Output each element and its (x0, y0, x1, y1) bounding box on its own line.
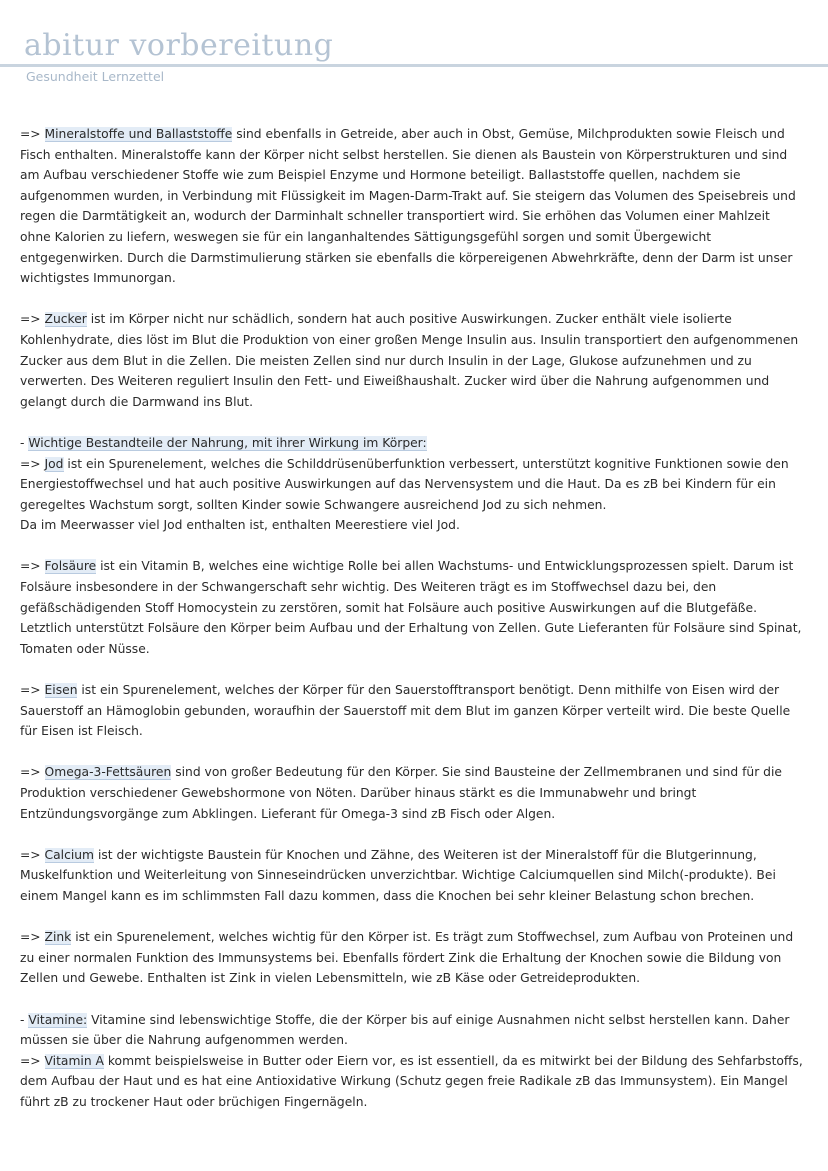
body-text: ist ein Spurenelement, welches die Schilddrüsenüberfunktion verbessert, unterstützt kognitive Funktionen sowie den Energiestoffwechsel und hat auch positive Auswirkungen auf das Nervensystem und die Haut. Da es zB bei Kindern für ein geregeltes Wachstum sorgt, sollten Kinder sowie Schwangere ausreichend Jod zu sich nehmen. (20, 456, 789, 512)
bullet-prefix: => (20, 683, 45, 698)
page-header (0, 0, 828, 100)
paragraph (20, 680, 804, 742)
paragraph-line (20, 454, 804, 516)
bullet-prefix: => (20, 930, 45, 945)
highlighted-term: Zucker (44, 312, 87, 327)
paragraph (20, 762, 804, 824)
highlighted-term: Omega-3-Fettsäuren (44, 765, 172, 780)
bullet-prefix: - (20, 435, 29, 450)
highlighted-term: Folsäure (44, 559, 97, 574)
bullet-prefix: => (20, 127, 45, 141)
paragraph-line (20, 1051, 804, 1113)
body-text: ist ein Vitamin B, welches eine wichtige Rolle bei allen Wachstums- und Entwicklungsprozessen spielt. Darum ist Folsäure insbesondere in der Schwangerschaft sehr wichtig. Des Weiteren trägt es im Stoffwechsel dazu bei, den gefäßschädigenden Stoff Homocystein zu zerstören, somit hat Folsäure auch positive Auswirkungen auf die Blutgefäße. Letztlich unterstützt Folsäure den Körper beim Aufbau und der Erhaltung von Zellen. Gute Lieferanten für Folsäure sind Spinat, Tomaten oder Nüsse. (20, 559, 802, 656)
body-text: ist im Körper nicht nur schädlich, sondern hat auch positive Auswirkungen. Zucker enthält viele isolierte Kohlenhydrate, dies löst im Blut die Produktion von einer großen Menge Insulin aus. Insulin transportiert den aufgenommenen Zucker aus dem Blut in die Zellen. Die meisten Zellen sind nur durch Insulin in der Lage, Glukose aufzunehmen und zu verwerten. Des Weiteren reguliert Insulin den Fett- und Eiweißhaushalt. Zucker wird über die Nahrung aufgenommen und gelangt durch die Darmwand ins Blut. (20, 312, 799, 409)
paragraph (20, 556, 804, 659)
body-text: Da im Meerwasser viel Jod enthalten ist, enthalten Meerestiere viel Jod. (20, 518, 460, 533)
document-body (20, 124, 804, 1133)
highlighted-term: Wichtige Bestandteile der Nahrung, mit ihrer Wirkung im Körper: (28, 435, 427, 450)
paragraph (20, 124, 804, 289)
highlighted-term: Zink (44, 930, 72, 945)
bullet-prefix: => (20, 456, 45, 471)
highlighted-term: Jod (44, 456, 64, 471)
highlighted-term: Calcium (44, 847, 95, 862)
page-subtitle: Gesundheit Lernzettel (26, 69, 165, 84)
body-text: sind ebenfalls in Getreide, aber auch in Obst, Gemüse, Milchprodukten sowie Fleisch und Fisch enthalten. Mineralstoffe kann der Körper nicht selbst herstellen. Sie dienen als Baustein von Körperstrukturen und sind am Aufbau verschiedener Stoffe wie zum Beispiel Enzyme und Hormone beteiligt. Ballaststoffe quellen, nachdem sie aufgenommen wurden, in Verbindung mit Flüssigkeit im Magen-Darm-Trakt auf. Sie steigern das Volumen des Speisebreis und regen die Darmtätigkeit an, wodurch der Darminhalt schneller transportiert wird. Sie erhöhen das Volumen einer Mahlzeit ohne Kalorien zu liefern, weswegen sie für ein langanhaltendes Sättigungsgefühl sorgen und somit Übergewicht entgegenwirken. Durch die Darmstimulierung stärken sie ebenfalls die körpereigenen Abwehrkräfte, denn der Darm ist unser wichtigstes Immunorgan. (20, 127, 796, 286)
paragraph-line (20, 515, 804, 536)
bullet-prefix: => (20, 312, 45, 327)
header-divider (0, 64, 828, 67)
highlighted-term: Vitamin A (44, 1053, 104, 1068)
paragraph-line (20, 1010, 804, 1051)
paragraph-line (20, 680, 804, 742)
highlighted-term: Vitamine: (28, 1012, 88, 1027)
body-text: ist der wichtigste Baustein für Knochen und Zähne, des Weiteren ist der Mineralstoff für die Blutgerinnung, Muskelfunktion und Weiterleitung von Sinneseindrücken unverzichtbar. Wichtige Calciumquellen sind Milch(-produkte). Bei einem Mangel kann es im schlimmsten Fall dazu kommen, dass die Knochen bei sehr kleiner Belastung schon brechen. (20, 847, 776, 903)
paragraph-line (20, 927, 804, 989)
paragraph-line (20, 845, 804, 907)
bullet-prefix: => (20, 847, 45, 862)
bullet-prefix: - (20, 1012, 29, 1027)
paragraph (20, 845, 804, 907)
paragraph-line (20, 433, 804, 454)
body-text: Vitamine sind lebenswichtige Stoffe, die der Körper bis auf einige Ausnahmen nicht selbst herstellen kann. Daher müssen sie über die Nahrung aufgenommen werden. (20, 1012, 790, 1048)
brand-title: abitur vorbereitung (24, 28, 334, 63)
paragraph (20, 433, 804, 536)
paragraph-line (20, 762, 804, 824)
highlighted-term: Eisen (44, 683, 78, 698)
highlighted-term: Mineralstoffe und Ballaststoffe (44, 127, 233, 141)
body-text: ist ein Spurenelement, welches wichtig für den Körper ist. Es trägt zum Stoffwechsel, zum Aufbau von Proteinen und zu einer normalen Funktion des Immunsystems bei. Ebenfalls fördert Zink die Erhaltung der Knochen sowie die Bildung von Zellen und Gewebe. Enthalten ist Zink in vielen Lebensmitteln, wie zB Käse oder Getreideprodukten. (20, 930, 794, 986)
paragraph (20, 1010, 804, 1113)
bullet-prefix: => (20, 1053, 45, 1068)
body-text: sind von großer Bedeutung für den Körper. Sie sind Bausteine der Zellmembranen und sind für die Produktion verschiedener Gewebshormone von Nöten. Darüber hinaus stärkt es die Immunabwehr und bringt Entzündungsvorgänge zum Abklingen. Lieferant für Omega-3 sind zB Fisch oder Algen. (20, 765, 782, 821)
bullet-prefix: => (20, 559, 45, 574)
paragraph-line (20, 556, 804, 659)
body-text: ist ein Spurenelement, welches der Körper für den Sauerstofftransport benötigt. Denn mithilfe von Eisen wird der Sauerstoff an Hämoglobin gebunden, woraufhin der Sauerstoff mit dem Blut im ganzen Körper verteilt wird. Die beste Quelle für Eisen ist Fleisch. (20, 683, 791, 739)
bullet-prefix: => (20, 765, 45, 780)
paragraph-line (20, 309, 804, 412)
paragraph-line (20, 124, 804, 289)
body-text: kommt beispielsweise in Butter oder Eiern vor, es ist essentiell, da es mitwirkt bei der Bildung des Sehfarbstoffs, dem Aufbau der Haut und es hat eine Antioxidative Wirkung (Schutz gegen freie Radikale zB das Immunsystem). Ein Mangel führt zB zu trockener Haut oder brüchigen Fingernägeln. (20, 1053, 803, 1109)
paragraph (20, 309, 804, 412)
paragraph (20, 927, 804, 989)
